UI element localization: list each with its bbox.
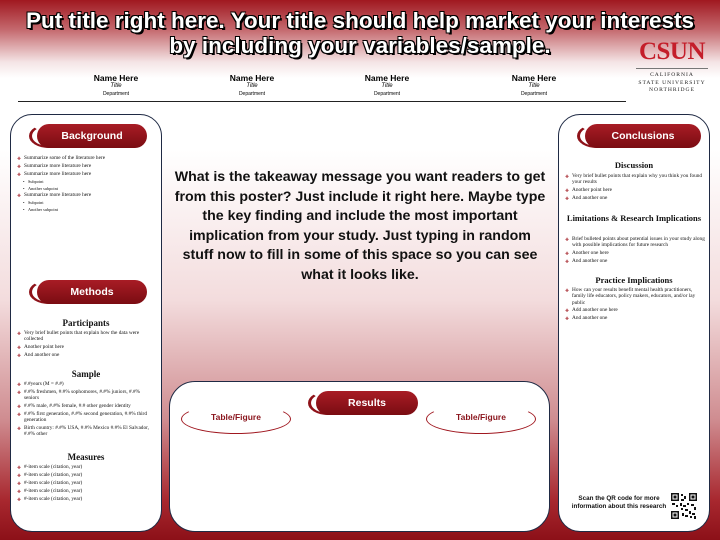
figure-label: Table/Figure xyxy=(456,412,506,422)
author-block xyxy=(61,73,171,97)
author-block xyxy=(332,73,442,97)
list-item: ❖ Summarize more literature here xyxy=(17,171,157,177)
discussion-list xyxy=(565,173,705,203)
author-block xyxy=(197,73,307,97)
list-item: ❖ How can your results benefit mental health practitioners, family life educators, policy makers, educators, and/or lay public xyxy=(565,287,705,306)
list-item: ❖ #-item scale (citation, year) xyxy=(17,472,151,478)
background-heading: Background xyxy=(37,124,147,148)
practice-list xyxy=(565,287,705,323)
measures-heading: Measures xyxy=(67,452,105,462)
list-item: ❖ #-item scale (citation, year) xyxy=(17,464,151,470)
measures-list xyxy=(17,464,151,503)
list-item: ❖ Very brief bullet points that explain how the data were collected xyxy=(17,330,151,343)
list-item: ❖ #.#% freshmen, #.#% sophomores, #.#% juniors, #.#% seniors xyxy=(17,389,151,402)
list-item: ❖ Another point here xyxy=(565,187,705,193)
methods-heading: Methods xyxy=(37,280,147,304)
author-name: Name Here xyxy=(364,73,410,83)
logo-wordmark: CSUN xyxy=(638,38,706,65)
list-item: ❖ Birth country: #.#% USA, #.#% Mexico #.#% El Salvador, #.#% other xyxy=(17,425,151,438)
list-item: ❖ #.#years (M = #.#) xyxy=(17,381,151,387)
author-department: Department xyxy=(520,90,548,97)
list-item: ❖ Add another one here xyxy=(565,307,705,313)
author-title: Title xyxy=(246,83,258,89)
limitations-heading: Limitations & Research Implications xyxy=(566,213,702,223)
author-name: Name Here xyxy=(93,73,139,83)
sample-list xyxy=(17,381,151,439)
list-item: ❖ Another point here xyxy=(17,344,151,350)
list-item: ❖ #.#% male, #.#% female, #.# other gender identity xyxy=(17,403,151,409)
participants-heading: Participants xyxy=(62,318,110,328)
results-panel xyxy=(169,381,550,532)
author-title: Title xyxy=(528,83,540,89)
header-divider xyxy=(18,101,626,102)
author-department: Department xyxy=(373,90,401,97)
list-subitem: • Another subpoint xyxy=(17,186,157,191)
limitations-list xyxy=(565,236,705,266)
discussion-heading: Discussion xyxy=(614,160,654,170)
author-title: Title xyxy=(110,83,122,89)
right-panel xyxy=(558,114,710,532)
author-name: Name Here xyxy=(511,73,557,83)
practice-heading: Practice Implications xyxy=(595,275,673,285)
poster-title: Put title right here. Your title should help market your interests by including your variables/sample. xyxy=(25,8,695,58)
logo-subline: STATE UNIVERSITY xyxy=(638,79,706,86)
figure-label: Table/Figure xyxy=(211,412,261,422)
participants-list xyxy=(17,330,151,360)
list-item: ❖ #.#% first generation, #.#% second generation, #.#% third generation xyxy=(17,411,151,424)
author-title: Title xyxy=(381,83,393,89)
list-item: ❖ #-item scale (citation, year) xyxy=(17,496,151,502)
list-item: ❖ Summarize more literature here xyxy=(17,163,157,169)
list-item: ❖ Another one here xyxy=(565,250,705,256)
list-item: ❖ Brief bulleted points about potential issues in your study along with possible implications for future research xyxy=(565,236,705,249)
list-item: ❖ And another one xyxy=(565,195,705,201)
list-item: ❖ Summarize more literature here xyxy=(17,192,157,198)
left-panel xyxy=(10,114,162,532)
list-item: ❖ And another one xyxy=(565,315,705,321)
list-item: ❖ Very brief bullet points that explain why you think you found your results xyxy=(565,173,705,186)
logo-divider xyxy=(636,68,708,69)
list-item: ❖ #-item scale (citation, year) xyxy=(17,480,151,486)
figure-placeholder xyxy=(426,404,536,434)
logo-subline: CALIFORNIA xyxy=(650,72,694,78)
qr-code-icon[interactable] xyxy=(670,492,698,520)
list-item: ❖ And another one xyxy=(17,352,151,358)
list-item: ❖ And another one xyxy=(565,258,705,264)
author-block xyxy=(479,73,589,97)
results-heading: Results xyxy=(316,391,418,415)
list-subitem: • Subpoint xyxy=(17,179,157,184)
list-subitem: • Another subpoint xyxy=(17,207,157,212)
author-name: Name Here xyxy=(229,73,275,83)
background-list xyxy=(17,155,157,214)
takeaway-message: What is the takeaway message you want readers to get from this poster? Just include it right here. Maybe type the key finding and include the most important implication from your study. Just typing in random stuff now to fill in some of this space so you can see what it looks like. xyxy=(174,169,546,283)
list-item: ❖ Summarize some of the literature here xyxy=(17,155,157,161)
author-department: Department xyxy=(102,90,130,97)
figure-placeholder xyxy=(181,404,291,434)
conclusions-heading: Conclusions xyxy=(585,124,701,148)
author-department: Department xyxy=(238,90,266,97)
list-subitem: • Subpoint xyxy=(17,200,157,205)
sample-heading: Sample xyxy=(71,369,101,379)
logo-subline: NORTHRIDGE xyxy=(648,87,696,93)
qr-caption: Scan the QR code for more information about this research xyxy=(571,495,667,510)
list-item: ❖ #-item scale (citation, year) xyxy=(17,488,151,494)
csun-logo xyxy=(632,38,712,95)
